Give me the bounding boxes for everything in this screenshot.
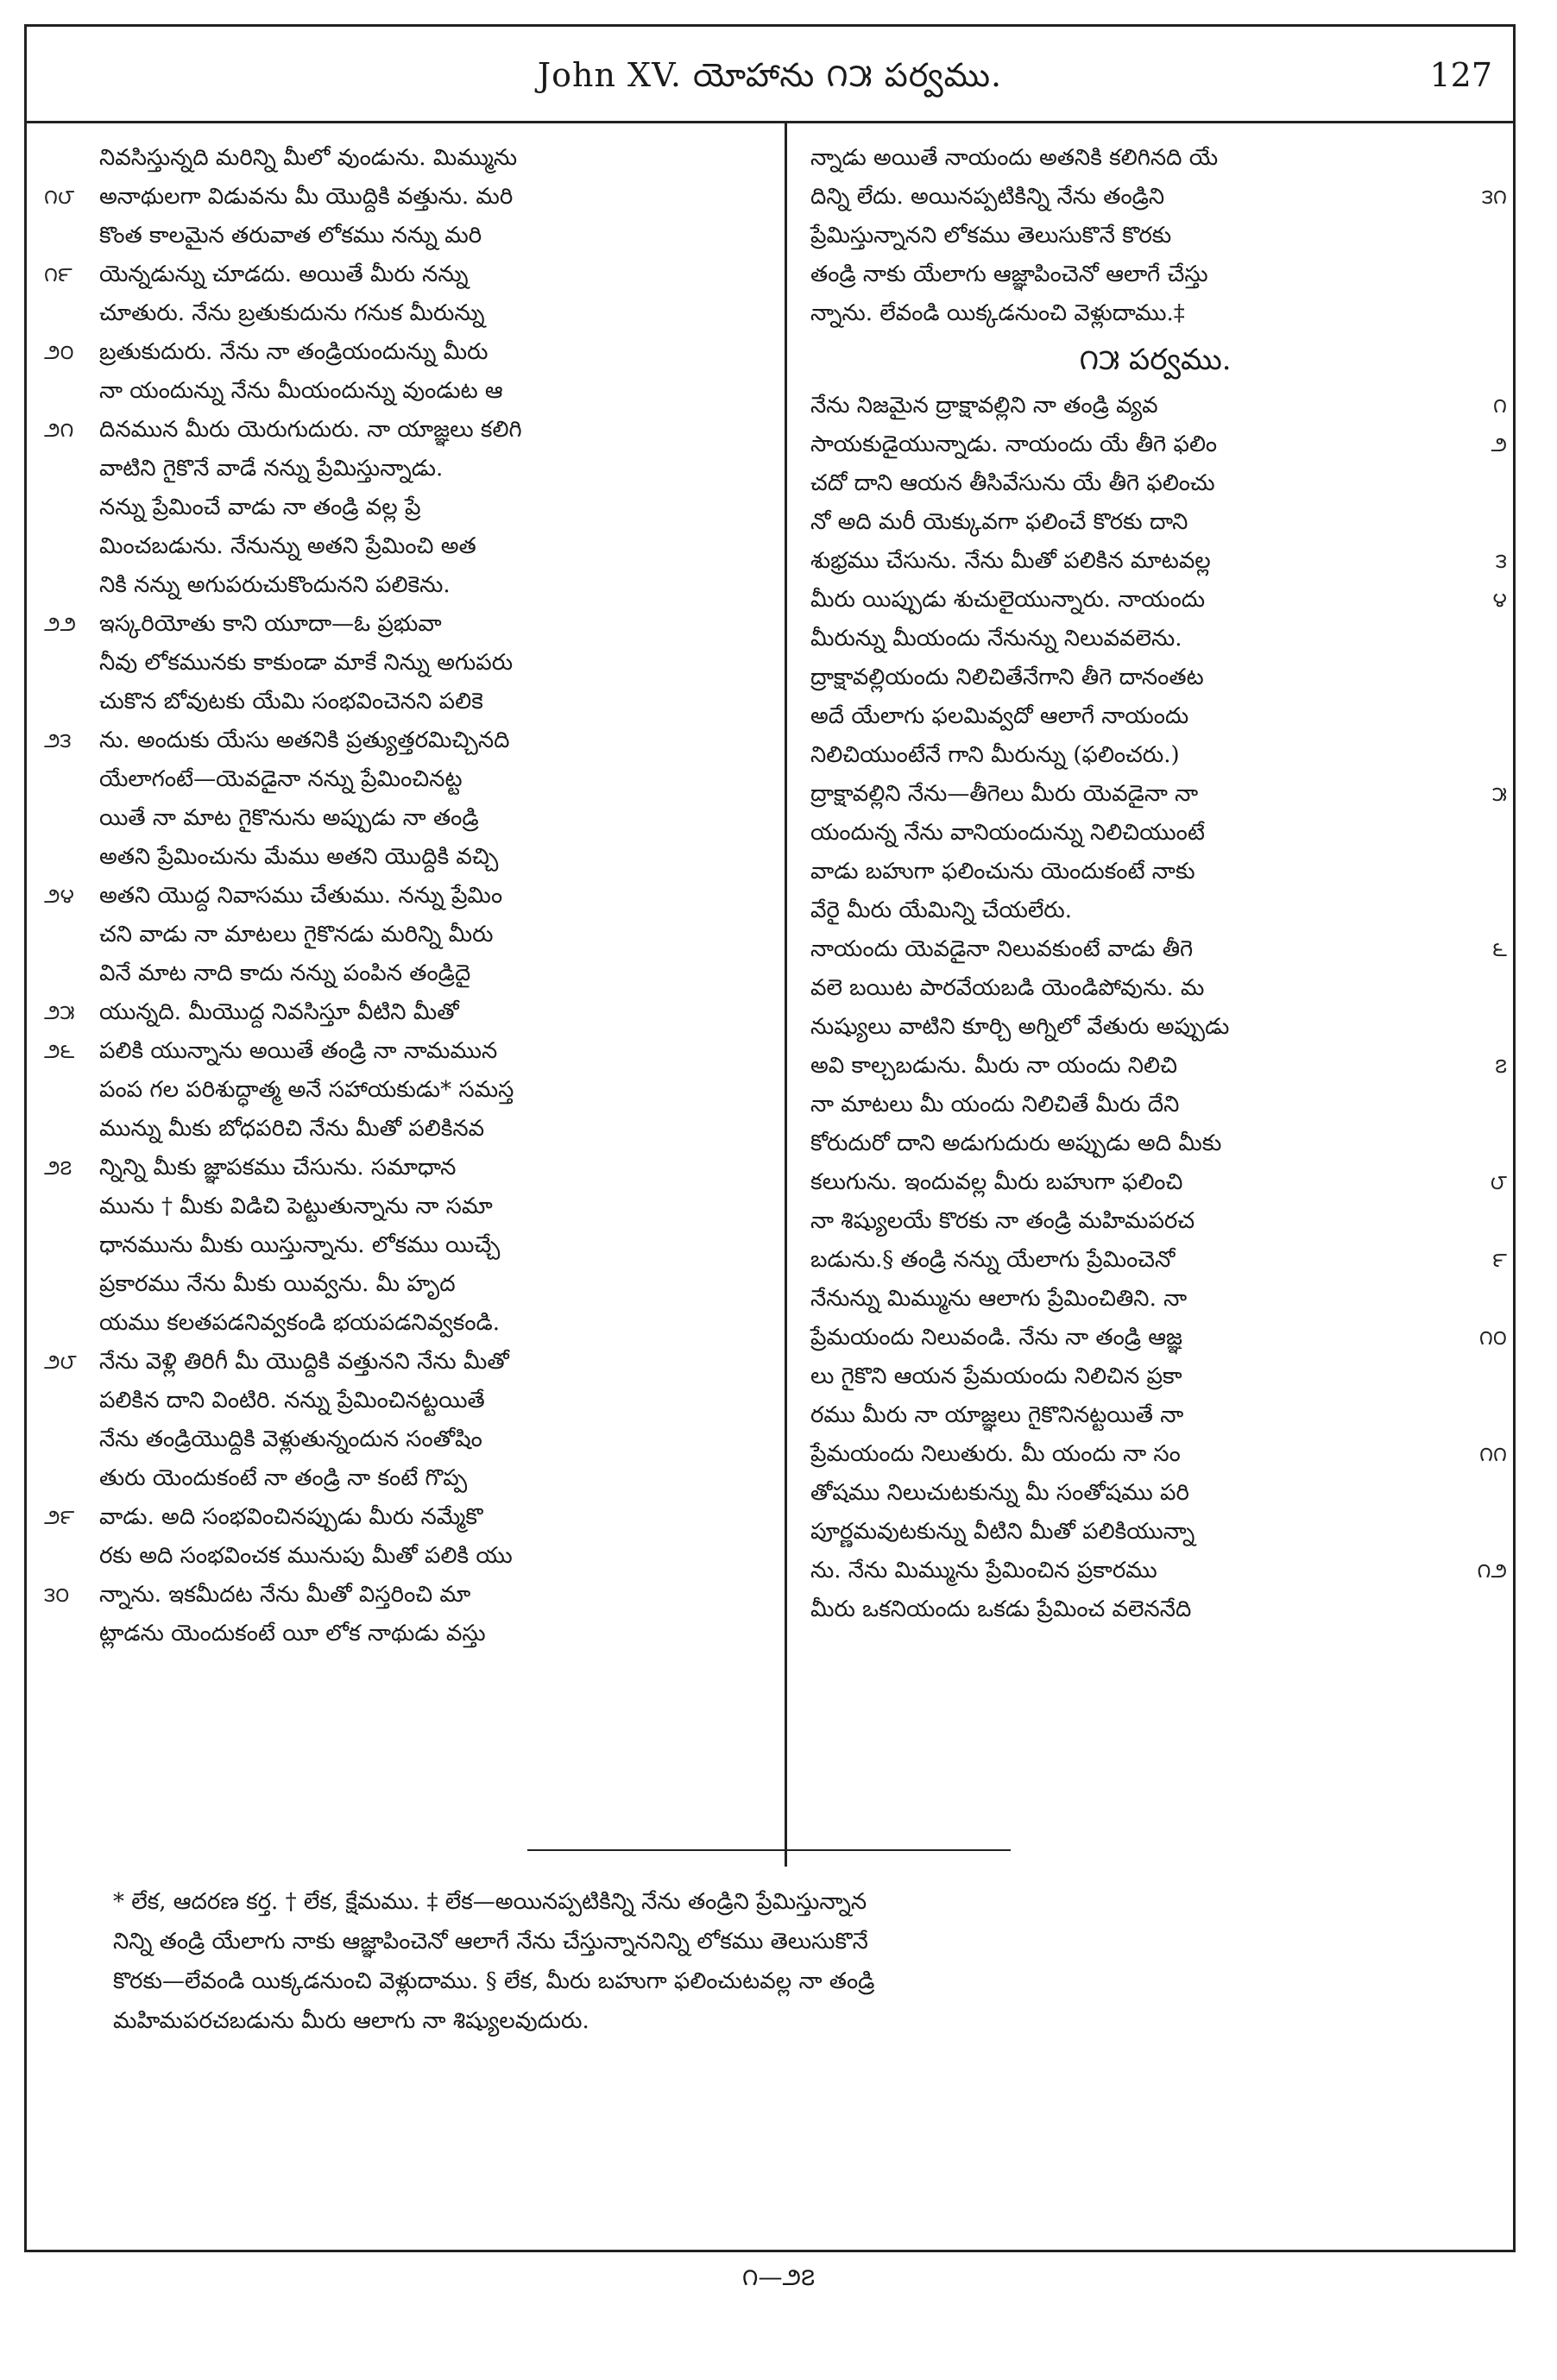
text-line <box>44 683 769 721</box>
footnote-line: * లేక, ఆదరణ కర్త. † లేక, క్షేమము. ‡ లేక—అయినప్పటికిన్ని నేను తండ్రిని ప్రేమిస్తున్నాన <box>113 1889 867 1915</box>
text-line <box>44 1226 769 1265</box>
line-text: తండ్రి నాకు యేలాగు ఆజ్ఞాపించెనో ఆలాగే చేస్తు <box>810 261 1208 287</box>
signature-mark: ౧—౨౭ <box>741 2263 816 2291</box>
verse-number: ౨౭ <box>44 1155 72 1180</box>
line-text: రము మీరు నా యాజ్ఞలు గైకొనినట్టయితే నా <box>810 1402 1184 1428</box>
text-line <box>44 372 769 411</box>
text-line <box>44 255 769 294</box>
line-text: ట్లాడను యెందుకంటే యీ లోక నాథుడు వస్తు <box>99 1621 486 1646</box>
text-line <box>804 1008 1507 1047</box>
text-line <box>44 1459 769 1498</box>
verse-number: ౧౮ <box>44 185 75 209</box>
verse-number: ౧౯ <box>44 262 72 286</box>
verse-number: ౧౧ <box>1479 1442 1507 1466</box>
text-line <box>804 1590 1507 1629</box>
text-line <box>44 217 769 255</box>
verse-number: ౩౧ <box>1481 185 1507 209</box>
text-line <box>44 411 769 450</box>
line-text: పంప గల పరిశుద్ధాత్మ అనే సహాయకుడు* సమస్త <box>99 1077 514 1103</box>
text-line <box>804 464 1507 503</box>
verse-number: ౩ <box>1495 549 1507 573</box>
text-line <box>44 294 769 333</box>
line-text: తురు యెందుకంటే నా తండ్రి నా కంటే గొప్ప <box>99 1465 468 1491</box>
line-text: చని వాడు నా మాటలు గైకొనడు మరిన్ని మీరు <box>99 922 494 948</box>
line-text: ప్రేమిస్తున్నానని లోకము తెలుసుకొనే కొరకు <box>810 223 1172 249</box>
text-line <box>804 542 1507 581</box>
verse-number: ౨౫ <box>44 1000 75 1024</box>
page-frame <box>24 24 1516 2252</box>
line-text: నా శిష్యులయే కొరకు నా తండ్రి మహిమపరచ <box>810 1208 1195 1234</box>
line-text: ప్రేమయందు నిలుతురు. మీ యందు నా సం <box>810 1441 1181 1467</box>
text-line <box>44 566 769 605</box>
verse-number: ౨ <box>1491 432 1507 456</box>
text-line <box>804 1474 1507 1513</box>
line-text: నా యందున్ను నేను మీయందున్ను వుండుట ఆ <box>99 378 503 404</box>
line-text: ను. అందుకు యేసు అతనికి ప్రత్యుత్తరమిచ్చినది <box>99 727 510 753</box>
line-text: నీవు లోకమునకు కాకుండా మాకే నిన్ను అగుపరు <box>99 650 514 676</box>
line-text: లు గైకొని ఆయన ప్రేమయందు నిలిచిన ప్రకా <box>810 1363 1182 1389</box>
text-line <box>804 1396 1507 1435</box>
right-column <box>804 139 1507 1629</box>
line-text: మీరు యిప్పుడు శుచులైయున్నారు. నాయందు <box>810 587 1206 613</box>
line-text: యందున్న నేను వానియందున్ను నిలిచియుంటే <box>810 820 1205 846</box>
text-line <box>44 1420 769 1459</box>
text-line <box>44 916 769 954</box>
verse-number: ౪ <box>1492 588 1507 612</box>
text-line <box>804 1435 1507 1474</box>
text-line <box>44 954 769 993</box>
text-line <box>44 644 769 683</box>
text-line <box>44 1032 769 1071</box>
text-line <box>804 1357 1507 1396</box>
text-line <box>44 1576 769 1615</box>
line-text: ద్రాక్షావల్లిని నేను—తీగెలు మీరు యెవడైనా నా <box>810 781 1199 807</box>
text-line <box>44 450 769 488</box>
line-text: వేరై మీరు యేమిన్ని చేయలేరు. <box>810 897 1072 923</box>
line-text: వాటిని గైకొనే వాడే నన్ను ప్రేమిస్తున్నాడు. <box>99 456 444 482</box>
text-line <box>44 993 769 1032</box>
text-line <box>804 891 1507 930</box>
verse-number: ౨౩ <box>44 728 72 752</box>
footnote-line: మహిమపరచబడును మీరు ఆలాగు నా శిష్యులవుదురు. <box>113 2008 589 2034</box>
verse-number: ౨౬ <box>44 1039 75 1063</box>
verse-number: ౮ <box>1490 1170 1507 1194</box>
line-text: రకు అది సంభవించక మునుపు మీతో పలికి యు <box>99 1543 513 1569</box>
text-line <box>44 877 769 916</box>
line-text: దిన్ని లేదు. అయినప్పటికిన్ని నేను తండ్రిని <box>810 184 1165 210</box>
line-text: మును † మీకు విడిచి పెట్టుతున్నాను నా సమా <box>99 1193 493 1219</box>
text-line <box>804 1241 1507 1280</box>
text-line <box>804 658 1507 697</box>
line-text: నికి నన్ను అగుపరుచుకొందునని పలికెను. <box>99 572 451 598</box>
text-line <box>804 969 1507 1008</box>
verse-number: ౧ <box>1493 394 1507 418</box>
text-line <box>804 217 1507 255</box>
line-text: కోరుదురో దాని అడుగుదురు అప్పుడు అది మీకు <box>810 1130 1222 1156</box>
verse-number: ౩౦ <box>44 1583 70 1607</box>
line-text: వినే మాట నాది కాదు నన్ను పంపిన తండ్రిదై <box>99 960 471 986</box>
line-text: మీరున్ను మీయందు నేనున్ను నిలువవలెను. <box>810 626 1182 652</box>
text-line <box>44 760 769 799</box>
text-line <box>804 178 1507 217</box>
text-line <box>44 1382 769 1420</box>
text-columns <box>27 123 1513 1867</box>
text-line <box>44 721 769 760</box>
footnote-line: కొరకు—లేవండి యిక్కడనుంచి వెళ్లుదాము. § లేక, మీరు బహుగా ఫలించుటవల్ల నా తండ్రి <box>113 1968 875 1994</box>
text-line <box>804 387 1507 425</box>
line-text: వాడు. అది సంభవించినప్పుడు మీరు నమ్మేకొ <box>99 1504 483 1530</box>
text-line <box>44 1537 769 1576</box>
verse-number: ౨౦ <box>44 340 74 364</box>
verse-number: ౨౯ <box>44 1505 75 1529</box>
text-line <box>44 1615 769 1653</box>
text-line <box>44 1498 769 1537</box>
text-line <box>804 1280 1507 1319</box>
text-line <box>44 1265 769 1304</box>
text-line <box>44 333 769 372</box>
line-text: అవి కాల్చబడును. మీరు నా యందు నిలిచి <box>810 1053 1178 1079</box>
verse-number: ౯ <box>1492 1248 1507 1272</box>
line-text: మీరు ఒకనియందు ఒకడు ప్రేమించ వలెననేది <box>810 1596 1192 1622</box>
line-text: ప్రకారము నేను మీకు యివ్వను. మీ హృద <box>99 1271 456 1297</box>
line-text: శుభ్రము చేసును. నేను మీతో పలికిన మాటవల్ల <box>810 548 1211 574</box>
footnotes <box>113 1882 1459 2041</box>
line-text: యున్నది. మీయొద్ద నివసిస్తూ వీటిని మీతో <box>99 999 459 1025</box>
text-line <box>804 736 1507 775</box>
line-text: దినమున మీరు యెరుగుదురు. నా యాజ్ఞలు కలిగి <box>99 417 522 443</box>
text-line <box>44 1304 769 1343</box>
line-text: ద్రాక్షావల్లియందు నిలిచితేనేగాని తీగె దానంతట <box>810 664 1204 690</box>
line-text: నిలిచియుంటేనే గాని మీరున్ను (ఫలించరు.) <box>810 742 1180 768</box>
text-line <box>804 425 1507 464</box>
text-line <box>44 1071 769 1110</box>
line-text: నేనున్ను మిమ్మును ఆలాగు ప్రేమించితిని. నా <box>810 1286 1188 1312</box>
text-line <box>804 1086 1507 1124</box>
line-text: న్నాడు అయితే నాయందు అతనికి కలిగినది యే <box>810 145 1219 171</box>
footnote-rule <box>527 1849 1011 1851</box>
text-line <box>44 488 769 527</box>
line-text: నన్ను ప్రేమించే వాడు నా తండ్రి వల్ల ప్రే <box>99 494 421 520</box>
line-text: నా మాటలు మీ యందు నిలిచితే మీరు దేని <box>810 1092 1180 1118</box>
text-line <box>804 620 1507 658</box>
line-text: న్నాను. ఇకమీదట నేను మీతో విస్తరించి మా <box>99 1582 471 1608</box>
line-text: న్నాను. లేవండి యిక్కడనుంచి వెళ్లుదాము.‡ <box>810 300 1185 326</box>
text-line <box>44 1343 769 1382</box>
line-text: అతని ప్రేమించును మేము అతని యొద్దికి వచ్చి <box>99 844 499 870</box>
text-line <box>804 1047 1507 1086</box>
line-text: ధానమును మీకు యిస్తున్నాను. లోకము యిచ్చే <box>99 1232 501 1258</box>
text-line <box>804 697 1507 736</box>
line-text: ప్రేమయందు నిలువండి. నేను నా తండ్రి ఆజ్ఞ <box>810 1325 1183 1351</box>
line-text: అనాథులగా విడువను మీ యొద్దికి వత్తును. మరి <box>99 184 514 210</box>
text-line <box>804 1513 1507 1552</box>
line-text: సాయకుడైయున్నాడు. నాయందు యే తీగె ఫలిం <box>810 431 1217 457</box>
line-text: వలె బయిట పారవేయబడి యెండిపోవును. మ <box>810 975 1205 1001</box>
text-line <box>44 1149 769 1187</box>
line-text: మించబడును. నేనున్ను అతని ప్రేమించి అత <box>99 533 476 559</box>
line-text: వాడు బహుగా ఫలించును యెందుకంటే నాకు <box>810 859 1195 885</box>
line-text: తోషము నిలుచుటకున్ను మీ సంతోషము పరి <box>810 1480 1189 1506</box>
verse-number: ౭ <box>1495 1054 1507 1078</box>
line-text: అతని యొద్ద నివాసము చేతుము. నన్ను ప్రేమిం <box>99 883 503 909</box>
line-text: మున్ను మీకు బోధపరిచి నేను మీతో పలికినవ <box>99 1116 485 1142</box>
text-line <box>44 838 769 877</box>
text-line <box>804 814 1507 853</box>
text-line <box>44 527 769 566</box>
page-number: 127 <box>1429 56 1492 94</box>
line-text: న్నిన్ని మీకు జ్ఞాపకము చేసును. సమాధాన <box>99 1155 457 1181</box>
text-line <box>804 294 1507 333</box>
text-line <box>804 581 1507 620</box>
line-text: కలుగును. ఇందువల్ల మీరు బహుగా ఫలించి <box>810 1169 1183 1195</box>
line-text: యెన్నడున్ను చూడదు. అయితే మీరు నన్ను <box>99 261 469 287</box>
line-text: యము కలతపడనివ్వకండి భయపడనివ్వకండి. <box>99 1310 501 1336</box>
text-line <box>44 139 769 178</box>
line-text: చదో దాని ఆయన తీసివేసును యే తీగె ఫలించు <box>810 470 1215 496</box>
line-text: నేను నిజమైన ద్రాక్షావల్లిని నా తండ్రి వ్యవ <box>810 393 1158 419</box>
text-line <box>804 503 1507 542</box>
text-line <box>804 775 1507 814</box>
text-line <box>44 178 769 217</box>
column-divider <box>785 123 787 1867</box>
line-text: చుకొన బోవుటకు యేమి సంభవించెనని పలికె <box>99 689 483 715</box>
verse-number: ౨౧ <box>44 418 74 442</box>
text-line <box>804 255 1507 294</box>
text-line <box>804 139 1507 178</box>
line-text: నివసిస్తున్నది మరిన్ని మీలో వుండును. మిమ్మును <box>99 145 518 171</box>
line-text: నాయందు యెవడైనా నిలువకుంటే వాడు తీగె <box>810 936 1194 962</box>
line-text: నో అది మరీ యెక్కువగా ఫలించే కొరకు దాని <box>810 509 1188 535</box>
line-text: అదే యేలాగు ఫలమివ్వదో ఆలాగే నాయందు <box>810 703 1189 729</box>
text-line <box>804 853 1507 891</box>
line-text: కొంత కాలమైన తరువాత లోకము నన్ను మరి <box>99 223 482 249</box>
line-text: పలికిన దాని వింటిరి. నన్ను ప్రేమించినట్టయితే <box>99 1388 485 1414</box>
verse-number: ౨౮ <box>44 1350 77 1374</box>
text-line <box>44 799 769 838</box>
running-header <box>27 27 1513 123</box>
line-text: నేను వెళ్లి తిరిగీ మీ యొద్దికి వత్తునని నేను మీతో <box>99 1349 509 1375</box>
text-line <box>44 1110 769 1149</box>
text-line <box>804 1202 1507 1241</box>
line-text: నుష్యులు వాటిని కూర్చి అగ్నిలో వేతురు అప్పుడు <box>810 1014 1230 1040</box>
line-text: పూర్ణమవుటకున్ను వీటిని మీతో పలికియున్నా <box>810 1519 1195 1545</box>
line-text: యేలాగంటే—యెవడైనా నన్ను ప్రేమించినట్ట <box>99 766 463 792</box>
line-text: చూతురు. నేను బ్రతుకుదును గనుక మీరున్ను <box>99 300 485 326</box>
text-line <box>804 1124 1507 1163</box>
line-text: నేను తండ్రియొద్దికి వెళ్లుతున్నందున సంతోషిం <box>99 1426 482 1452</box>
verse-number: ౧౦ <box>1478 1325 1507 1350</box>
verse-number: ౨౪ <box>44 884 75 908</box>
line-text: ను. నేను మిమ్మును ప్రేమించిన ప్రకారము <box>810 1558 1157 1584</box>
text-line <box>44 1187 769 1226</box>
verse-number: ౧౨ <box>1477 1558 1507 1583</box>
text-line <box>804 930 1507 969</box>
line-text: బ్రతుకుదురు. నేను నా తండ్రియందున్ను మీరు <box>99 339 489 365</box>
verse-number: ౬ <box>1492 937 1507 961</box>
line-text: యితే నా మాట గైకొనును అప్పుడు నా తండ్రి <box>99 805 479 831</box>
line-text: ఇస్కరియోతు కాని యూదా—ఓ ప్రభువా <box>99 611 442 637</box>
chapter-heading: ౧౫ పర్వము. <box>1079 343 1232 377</box>
page-title: John XV. యోహాను ౧౫ పర్వము. <box>537 56 1003 94</box>
verse-number: ౨౨ <box>44 612 77 636</box>
text-line <box>804 1319 1507 1357</box>
text-line <box>804 1552 1507 1590</box>
text-line <box>804 1163 1507 1202</box>
text-line <box>44 605 769 644</box>
footnote-line: నిన్ని తండ్రి యేలాగు నాకు ఆజ్ఞాపించెనో ఆలాగే నేను చేస్తున్నాననిన్ని లోకము తెలుసుకొనే <box>113 1929 868 1955</box>
line-text: బడును.§ తండ్రి నన్ను యేలాగు ప్రేమించెనో <box>810 1247 1176 1273</box>
line-text: పలికి యున్నాను అయితే తండ్రి నా నామమున <box>99 1038 498 1064</box>
verse-number: ౫ <box>1491 782 1507 806</box>
left-column <box>44 139 769 1653</box>
